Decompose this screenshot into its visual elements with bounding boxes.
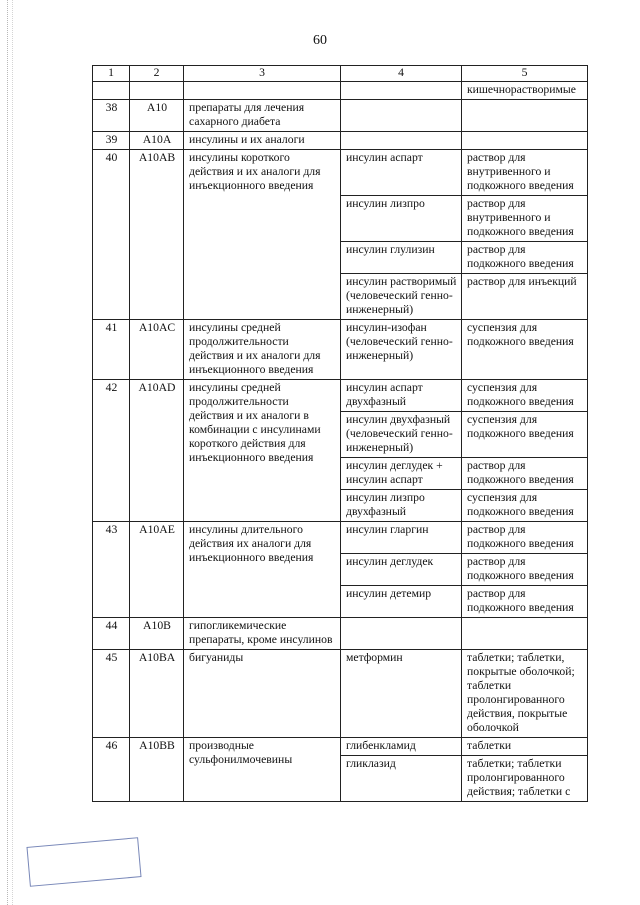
empty-cell [130,82,184,100]
group-name-cell: производные сульфонилмочевины [184,738,341,802]
drug-name-cell: гликлазид [341,756,462,802]
atc-code-cell: A10AC [130,320,184,380]
group-name-cell: инсулины средней продолжительности действия и их аналоги в комбинации с инсулинами короткого действия для инъекционного введения [184,380,341,522]
row-number-cell: 45 [93,650,130,738]
drug-name-cell [341,618,462,650]
row-number-cell: 43 [93,522,130,618]
group-name-cell: инсулины длительного действия их аналоги для инъекционного введения [184,522,341,618]
atc-code-cell: A10A [130,132,184,150]
drug-table [92,65,588,802]
group-name-cell: инсулины и их аналоги [184,132,341,150]
dosage-form-cell: раствор для подкожного введения [462,586,588,618]
header-cell: 1 [93,66,130,82]
drug-name-cell: инсулин растворимый (человеческий генно-инженерный) [341,274,462,320]
row-number-cell: 41 [93,320,130,380]
dosage-form-cell [462,618,588,650]
dosage-form-cell: раствор для внутривенного и подкожного введения [462,150,588,196]
dosage-form-cell: раствор для подкожного введения [462,522,588,554]
drug-name-cell: инсулин детемир [341,586,462,618]
table-row [93,650,588,738]
row-number-cell: 38 [93,100,130,132]
table-row [93,150,588,196]
header-cell: 2 [130,66,184,82]
row-number-cell: 39 [93,132,130,150]
continued-row [93,82,588,100]
dosage-form-cell: суспензия для подкожного введения [462,380,588,412]
drug-name-cell: метформин [341,650,462,738]
dosage-form-cell: таблетки; таблетки пролонгированного действия; таблетки с [462,756,588,802]
drug-name-cell: глибенкламид [341,738,462,756]
drug-name-cell: инсулин аспарт [341,150,462,196]
row-number-cell: 42 [93,380,130,522]
table-row [93,380,588,412]
dosage-form-cell: таблетки; таблетки, покрытые оболочкой; таблетки пролонгированного действия, покрытые оболочкой [462,650,588,738]
drug-name-cell [341,100,462,132]
drug-name-cell: инсулин двухфазный (человеческий генно-инженерный) [341,412,462,458]
drug-name-cell: инсулин гларгин [341,522,462,554]
drug-name-cell: инсулин деглудек + инсулин аспарт [341,458,462,490]
group-name-cell: гипогликемические препараты, кроме инсулинов [184,618,341,650]
atc-code-cell: A10 [130,100,184,132]
atc-code-cell: A10AB [130,150,184,320]
table-row [93,132,588,150]
left-margin-marks [7,0,9,905]
page-number: 60 [313,33,327,48]
empty-cell [93,82,130,100]
table-row [93,738,588,756]
drug-name-cell: инсулин лизпро двухфазный [341,490,462,522]
drug-name-cell: инсулин деглудек [341,554,462,586]
atc-code-cell: A10BB [130,738,184,802]
atc-code-cell: A10AD [130,380,184,522]
left-margin-marks [12,0,14,905]
table-row [93,522,588,554]
dosage-form-cell [462,132,588,150]
row-number-cell: 40 [93,150,130,320]
row-number-cell: 46 [93,738,130,802]
drug-name-cell: инсулин-изофан (человеческий генно-инженерный) [341,320,462,380]
table-header-row [93,66,588,82]
header-cell: 4 [341,66,462,82]
dosage-form-cell: раствор для подкожного введения [462,554,588,586]
empty-cell [184,82,341,100]
atc-code-cell: A10B [130,618,184,650]
atc-code-cell: A10BA [130,650,184,738]
dosage-form-cell: суспензия для подкожного введения [462,320,588,380]
row-number-cell: 44 [93,618,130,650]
header-cell: 5 [462,66,588,82]
atc-code-cell: A10AE [130,522,184,618]
group-name-cell: инсулины средней продолжительности действия и их аналоги для инъекционного введения [184,320,341,380]
dosage-form-cell: раствор для внутривенного и подкожного введения [462,196,588,242]
group-name-cell: препараты для лечения сахарного диабета [184,100,341,132]
drug-name-cell: инсулин лизпро [341,196,462,242]
group-name-cell: бигуаниды [184,650,341,738]
dosage-form-cell: суспензия для подкожного введения [462,412,588,458]
header-cell: 3 [184,66,341,82]
dosage-form-cell: раствор для подкожного введения [462,242,588,274]
document-stamp [26,837,141,887]
empty-cell [341,82,462,100]
dosage-form-cell: раствор для подкожного введения [462,458,588,490]
dosage-form-cell [462,100,588,132]
drug-name-cell: инсулин аспарт двухфазный [341,380,462,412]
drug-name-cell [341,132,462,150]
dosage-form-cell: раствор для инъекций [462,274,588,320]
dosage-form-cell: таблетки [462,738,588,756]
table-row [93,100,588,132]
table-row [93,618,588,650]
group-name-cell: инсулины короткого действия и их аналоги для инъекционного введения [184,150,341,320]
table-row [93,320,588,380]
dosage-form-cell: кишечнорастворимые [462,82,588,100]
dosage-form-cell: суспензия для подкожного введения [462,490,588,522]
drug-name-cell: инсулин глулизин [341,242,462,274]
